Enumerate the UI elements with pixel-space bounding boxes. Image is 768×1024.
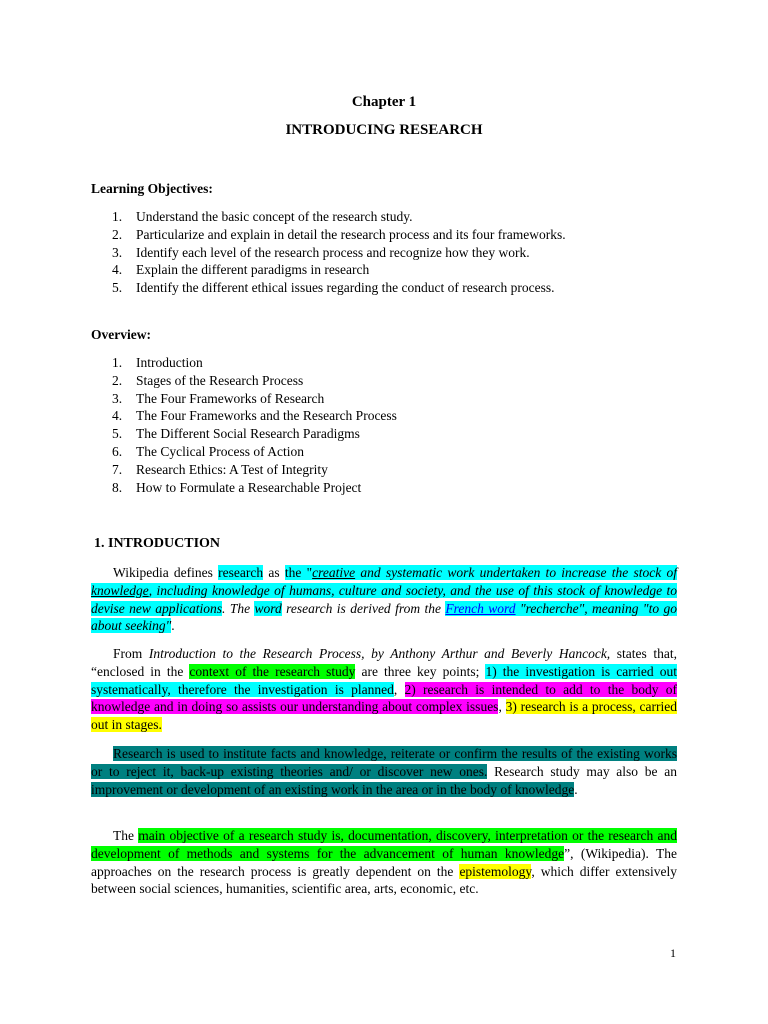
paragraph-research-uses: Research is used to institute facts and knowledge, reiterate or confirm the results of the existing works or to reject it, back-up existing theories and/ or discover new ones. Research study may also be an improvement or development of an existing work in the area or in the body of knowledge.	[91, 746, 677, 797]
list-item: 8. How to Formulate a Researchable Project	[112, 479, 362, 495]
list-item: 3. Identify each level of the research process and recognize how they work.	[112, 244, 530, 260]
list-item: 4. Explain the different paradigms in research	[112, 262, 370, 278]
overview-heading: Overview:	[91, 327, 151, 342]
list-item: 1. Introduction	[112, 355, 203, 370]
paragraph-wikipedia-definition: Wikipedia defines research as the "creative and systematic work undertaken to increase the stock of knowledge, including knowledge of humans, culture and society, and the use of this stock of knowledge to devise new applications. The word research is derived from the French word "recherche", meaning "to go about seeking".	[91, 565, 678, 634]
french-word-link[interactable]: French word	[445, 600, 516, 616]
list-item: 2. Particularize and explain in detail the research process and its four frameworks.	[112, 226, 566, 242]
list-item: 5. The Different Social Research Paradigms	[112, 426, 360, 442]
list-item: 3. The Four Frameworks of Research	[112, 390, 325, 406]
list-item: 4. The Four Frameworks and the Research Process	[112, 408, 397, 424]
list-item: 5. Identify the different ethical issues regarding the conduct of research process.	[112, 280, 555, 296]
overview-list	[91, 354, 397, 496]
chapter-title: INTRODUCING RESEARCH	[285, 122, 483, 138]
section-heading-introduction: 1. INTRODUCTION	[94, 536, 221, 551]
learning-objectives-list	[91, 208, 566, 297]
page-number: 1	[670, 946, 676, 960]
learning-objectives-heading: Learning Objectives:	[91, 181, 213, 196]
list-item: 1. Understand the basic concept of the research study.	[112, 209, 413, 224]
paragraph-main-objective: The main objective of a research study is, documentation, discovery, interpretation or the research and development of methods and systems for the advancement of human knowledge”, (Wikipedia). The approaches on the research process is greatly dependent on the epistemology, which differ extensively between social sciences, humanities, scientific area, arts, economic, etc.	[91, 828, 677, 897]
chapter-label: Chapter 1	[351, 94, 417, 110]
list-item: 2. Stages of the Research Process	[112, 372, 304, 388]
list-item: 6. The Cyclical Process of Action	[112, 443, 304, 459]
list-item: 7. Research Ethics: A Test of Integrity	[112, 461, 328, 477]
paragraph-arthur-hancock: From Introduction to the Research Process, by Anthony Arthur and Beverly Hancock, states that, “enclosed in the context of the research study are three key points; 1) the investigation is carried out systematically, therefore the investigation is planned, 2) research is intended to add to the body of knowledge and in doing so assists our understanding about complex issues, 3) research is a process, carried out in stages.	[91, 646, 678, 733]
